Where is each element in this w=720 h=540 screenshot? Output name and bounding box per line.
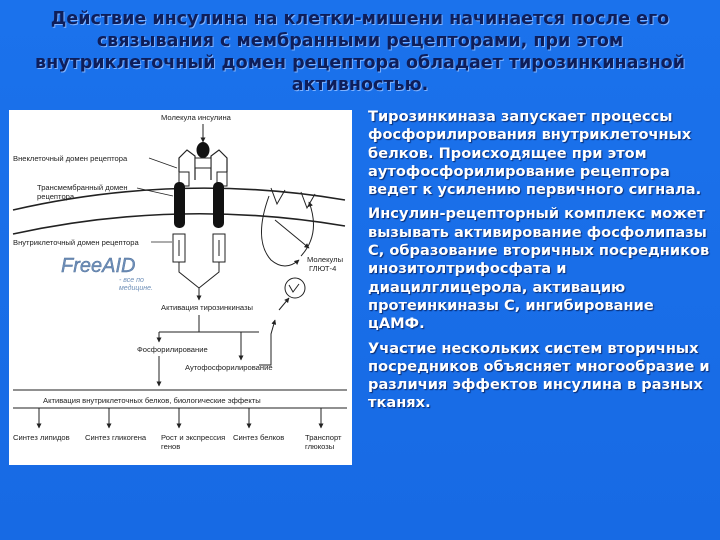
- label-intracellular-domain: Внутриклеточный домен рецептора: [13, 238, 139, 247]
- slide-title: Действие инсулина на клетки-мишени начинается после его связывания с мембранными рецепторами, при этом внутриклеточный домен рецептора обладает тирозинкиназной активностью.: [35, 9, 685, 95]
- label-glut4-2: ГЛЮТ-4: [309, 264, 337, 273]
- transmembrane-domain-right: [213, 182, 224, 228]
- label-insulin-molecule: Молекула инсулина: [161, 113, 231, 122]
- label-transmembrane-domain-1: Трансмембранный домен: [37, 183, 128, 192]
- insulin-receptor-diagram: [9, 110, 352, 465]
- insulin-molecule: [197, 142, 210, 158]
- output-glucose-transport-line2: глюкозы: [305, 442, 335, 451]
- transmembrane-domain-left: [174, 182, 185, 228]
- watermark-tagline-1: - все по: [119, 277, 144, 284]
- diagram-canvas: [9, 110, 352, 465]
- output-protein-synthesis: Синтез белков: [233, 433, 285, 442]
- label-extracellular-domain: Внеклеточный домен рецептора: [13, 154, 128, 163]
- bullet-list: [368, 108, 713, 419]
- output-gene-expression-line2: генов: [161, 442, 181, 451]
- label-glut4-1: Молекулы: [307, 255, 344, 264]
- label-autophosphorylation: Аутофосфорилирование: [185, 363, 273, 372]
- label-transmembrane-domain-2: рецептора: [37, 192, 75, 201]
- watermark-tagline-2: медицине.: [119, 285, 153, 292]
- output-glucose-transport-line1: Транспорт: [305, 433, 342, 442]
- glut4-cycle-right: [301, 202, 314, 256]
- glut4-vesicle: [285, 278, 305, 298]
- bullet-second-messengers: Участие нескольких систем вторичных посредников объясняет многообразие и различия эффектов инсулина в разных тканях.: [368, 339, 710, 412]
- glut4-cycle-left: [261, 196, 299, 266]
- label-biological-effects: Активация внутриклеточных белков, биологические эффекты: [43, 396, 261, 405]
- output-gene-expression-line1: Рост и экспрессия: [161, 433, 226, 442]
- watermark-logo: FreeAID: [61, 255, 136, 277]
- bullet-tyrosine-kinase: Тирозинкиназа запускает процессы фосфорилирования внутриклеточных белков. Происходящее при этом аутофосфорилирование рецептора ведет к усилению первичного сигнала.: [368, 108, 702, 199]
- output-glycogen-synthesis: Синтез гликогена: [85, 433, 147, 442]
- bullet-phospholipase-c: Инсулин-рецепторный комплекс может вызывать активирование фосфолипазы С, образование вторичных посредников инозитолтрифосфата и диацилглицерола, активацию протеинкиназы С, ингибирование цАМФ.: [368, 205, 710, 333]
- output-lipid-synthesis: Синтез липидов: [13, 433, 70, 442]
- label-phosphorylation: Фосфорилирование: [137, 345, 208, 354]
- label-tyrosine-kinase-activation: Активация тирозинкиназы: [161, 303, 254, 312]
